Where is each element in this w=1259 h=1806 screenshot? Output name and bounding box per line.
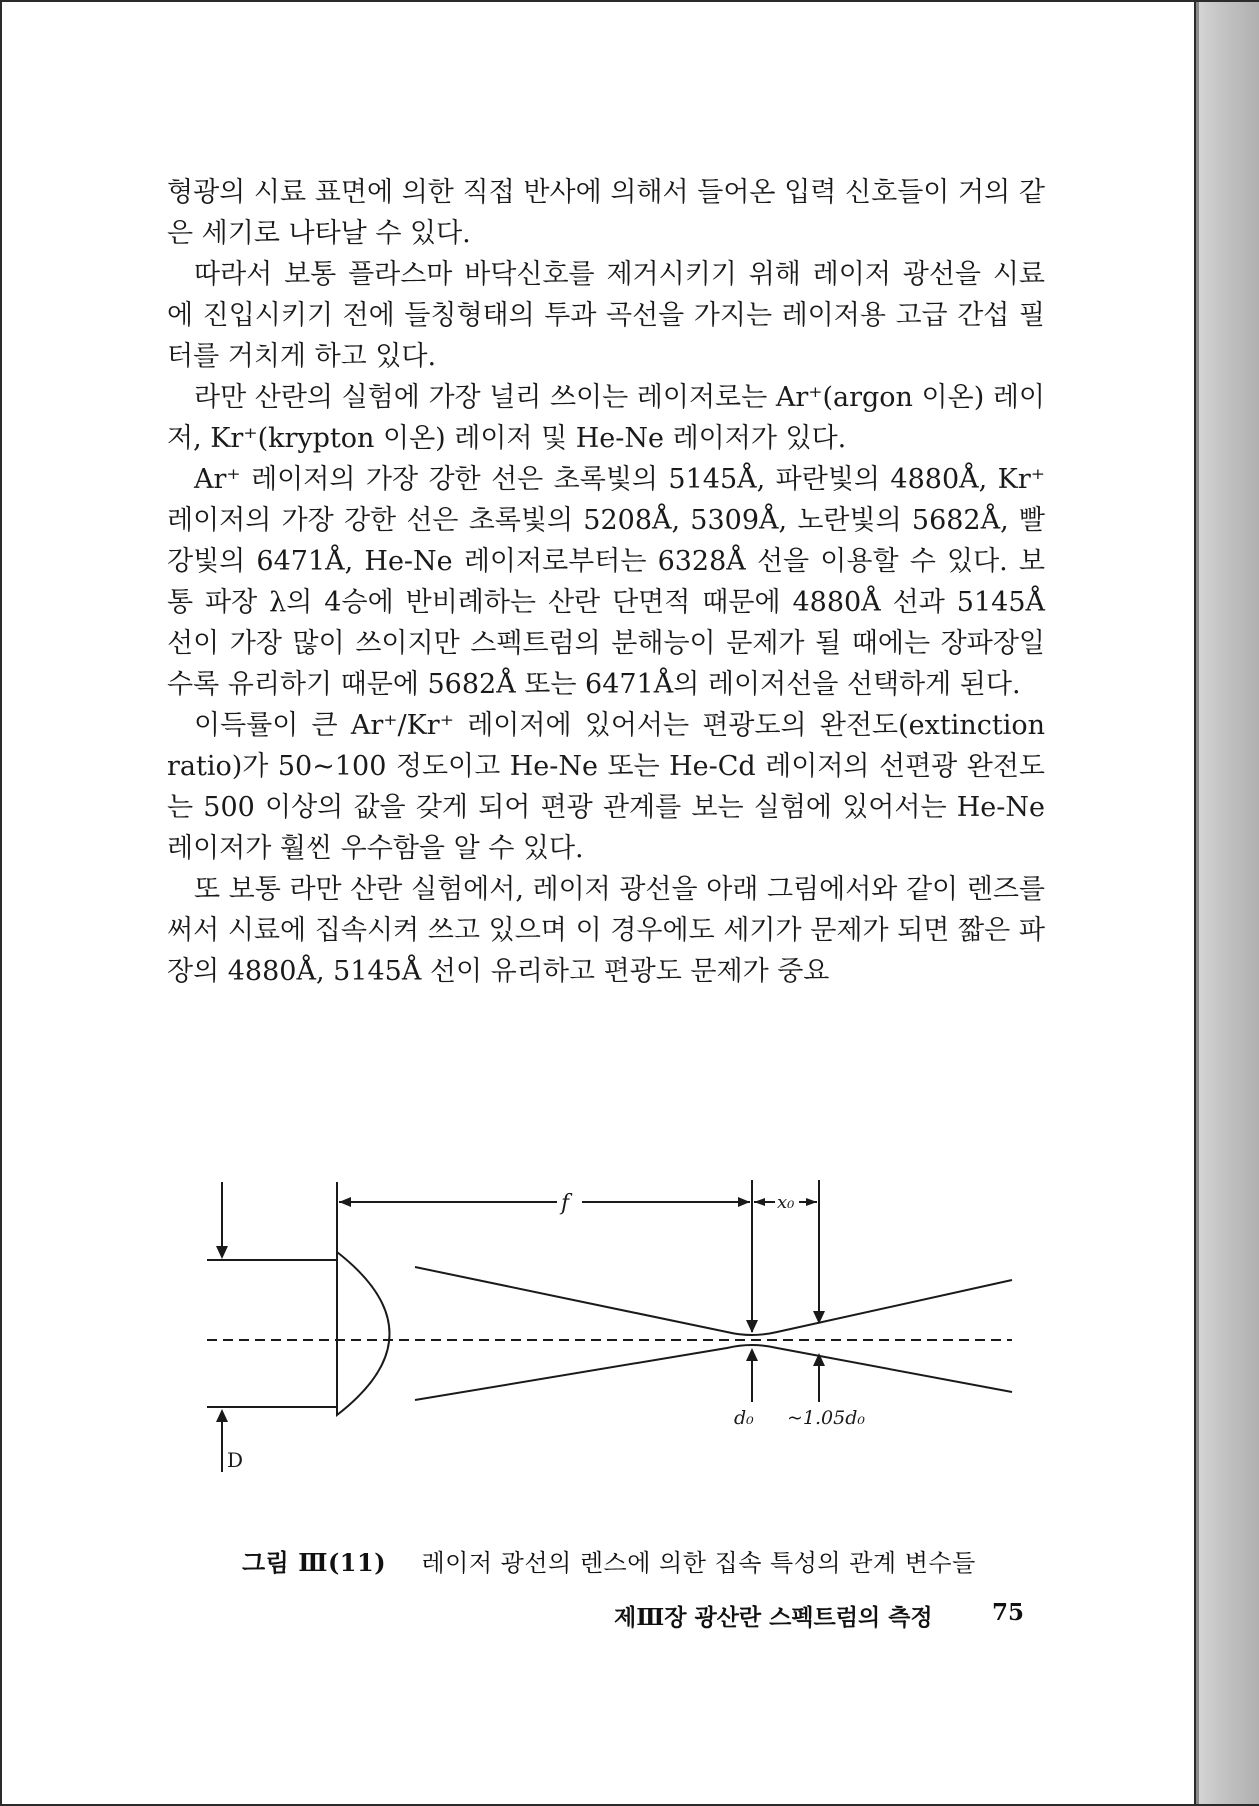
lens-focusing-diagram [197, 1162, 1027, 1472]
arrowhead [216, 1246, 228, 1259]
arrowhead [746, 1348, 758, 1361]
lens-shape [337, 1252, 390, 1415]
focal-length-label: f [561, 1191, 570, 1216]
paragraph-5: 이득률이 큰 Ar⁺/Kr⁺ 레이저에 있어서는 편광도의 완전도(extinction ratio)가 50~100 정도이고 He-Ne 또는 He-Cd 레이저의 선편광 완전도는 500 이상의 값을 갖게 되어 편광 관계를 보는 실험에 있어서는 He-Ne 레이저가 훨씬 우수함을 알 수 있다. [167, 710, 1045, 864]
paragraph-2: 따라서 보통 플라스마 바닥신호를 제거시키기 위해 레이저 광선을 시료에 진입시키기 전에 들칭형태의 투과 곡선을 가지는 레이저용 고급 간섭 필터를 거치게 하고 있다. [167, 259, 1045, 372]
lens-focusing-figure [197, 1162, 1027, 1472]
arrowhead [738, 1197, 750, 1207]
waist-label: d₀ [734, 1407, 754, 1429]
paragraph-4: Ar⁺ 레이저의 가장 강한 선은 초록빛의 5145Å, 파란빛의 4880Å, Kr⁺ 레이저의 가장 강한 선은 초록빛의 5208Å, 5309Å, 노란빛의 5682Å, 빨강빛의 6471Å, He-Ne 레이저로부터는 6328Å 선을 이용할 수 있다. 보통 파장 λ의 4승에 반비례하는 산란 단면적 때문에 4880Å 선과 5145Å 선이 가장 많이 쓰이지만 스펙트럼의 분해능이 문제가 될 때에는 장파장일수록 유리하기 때문에 5682Å 또는 6471Å의 레이저선을 선택하게 된다. [167, 464, 1045, 700]
arrowhead [746, 1320, 758, 1333]
page-stack-edge [1196, 0, 1259, 1806]
running-footer: 제Ⅲ장 광산란 스펙트럼의 측정 [614, 1604, 933, 1631]
paragraph-6: 또 보통 라만 산란 실험에서, 레이저 광선을 아래 그림에서와 같이 렌즈를 써서 시료에 집속시켜 쓰고 있으며 이 경우에도 세기가 문제가 되면 짧은 파장의 4880Å, 5145Å 선이 유리하고 편광도 문제가 중요 [167, 874, 1045, 987]
caption-number: 그림 Ⅲ(11) [242, 1548, 387, 1577]
figure-caption [242, 1543, 1022, 1578]
arrowhead [806, 1198, 817, 1206]
arrowhead [339, 1197, 351, 1207]
beam-upper-envelope [415, 1267, 1012, 1335]
arrowhead [216, 1409, 228, 1422]
near-waist-label: ~1.05d₀ [787, 1407, 866, 1429]
page-number: 75 [992, 1599, 1025, 1626]
paragraph-3: 라만 산란의 실험에 가장 널리 쓰이는 레이저로는 Ar⁺(argon 이온) 레이저, Kr⁺(krypton 이온) 레이저 및 He-Ne 레이저가 있다. [167, 382, 1045, 454]
offset-label: x₀ [777, 1192, 795, 1213]
paragraph-1: 형광의 시료 표면에 의한 직접 반사에 의해서 들어온 입력 신호들이 거의 같은 세기로 나타날 수 있다. [167, 177, 1045, 249]
caption-text: 레이저 광선의 렌스에 의한 집속 특성의 관계 변수들 [421, 1549, 976, 1577]
body-text [167, 172, 1045, 992]
beam-lower-envelope [415, 1345, 1012, 1400]
diameter-label: D [227, 1448, 244, 1472]
arrowhead [754, 1198, 765, 1206]
